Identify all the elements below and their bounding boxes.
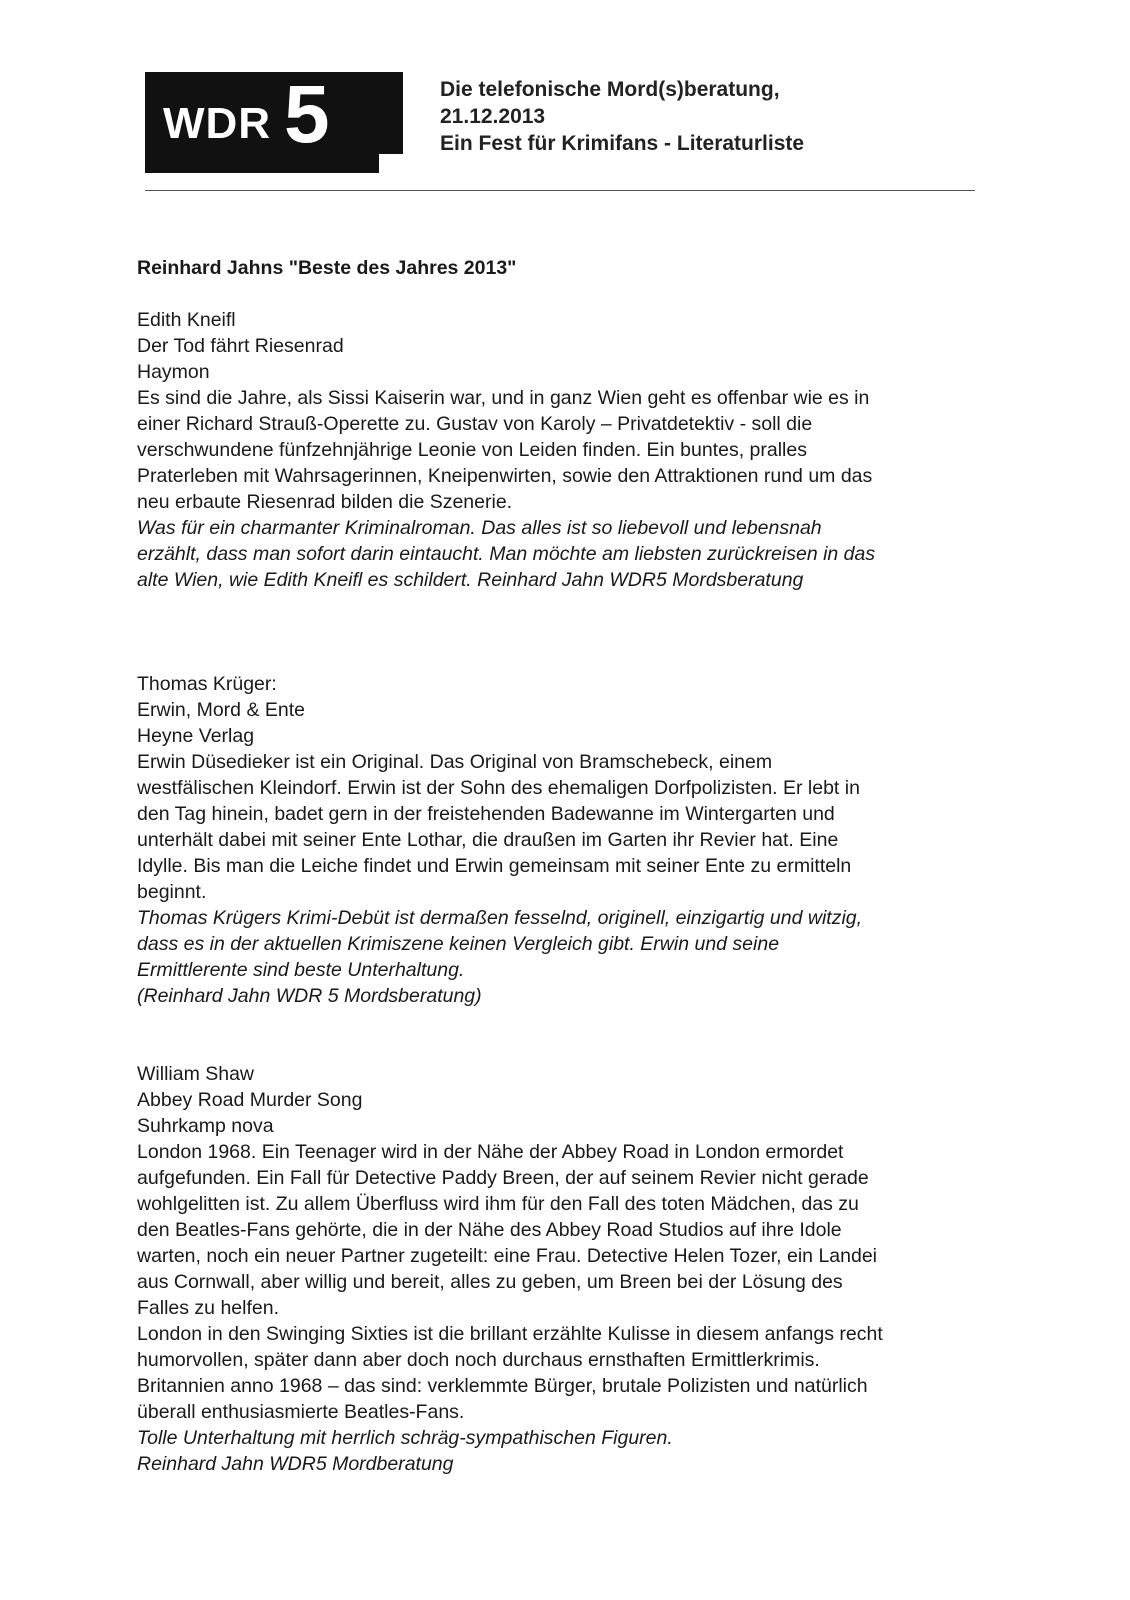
header-divider bbox=[145, 190, 975, 191]
summary-line: Idylle. Bis man die Leiche findet und Erwin gemeinsam mit seiner Ente zu ermitteln bbox=[137, 855, 852, 877]
logo-wdr-text: WDR bbox=[163, 99, 272, 148]
header-title-line-1: Die telefonische Mord(s)beratung, bbox=[440, 78, 780, 101]
document-body bbox=[137, 255, 1037, 1477]
document-header bbox=[440, 76, 804, 157]
review-line: alte Wien, wie Edith Kneifl es schildert. Reinhard Jahn WDR5 Mordsberatung bbox=[137, 569, 804, 591]
book-entry bbox=[137, 307, 1037, 593]
review-line: Reinhard Jahn WDR5 Mordberatung bbox=[137, 1453, 454, 1475]
book-title: Abbey Road Murder Song bbox=[137, 1089, 363, 1111]
review-line: Tolle Unterhaltung mit herrlich schräg-sympathischen Figuren. bbox=[137, 1427, 673, 1449]
review-line: dass es in der aktuellen Krimiszene keinen Vergleich gibt. Erwin und seine bbox=[137, 933, 780, 955]
logo-notch bbox=[379, 154, 403, 173]
book-author: William Shaw bbox=[137, 1063, 255, 1085]
spacer bbox=[137, 593, 1037, 671]
summary-line: Falles zu helfen. bbox=[137, 1297, 279, 1319]
book-entry bbox=[137, 1061, 1037, 1477]
summary-line: den Beatles-Fans gehörte, die in der Nähe des Abbey Road Studios auf ihre Idole bbox=[137, 1219, 842, 1241]
summary-line: wohlgelitten ist. Zu allem Überfluss wird ihm für den Fall des toten Mädchen, das zu bbox=[137, 1193, 859, 1215]
wdr5-logo bbox=[145, 69, 403, 173]
summary-line: unterhält dabei mit seiner Ente Lothar, die draußen im Garten ihr Revier hat. Eine bbox=[137, 829, 839, 851]
header-date: 21.12.2013 bbox=[440, 105, 546, 128]
book-title: Erwin, Mord & Ente bbox=[137, 699, 305, 721]
book-author: Thomas Krüger: bbox=[137, 673, 277, 695]
review-line: Was für ein charmanter Kriminalroman. Das alles ist so liebevoll und lebensnah bbox=[137, 517, 822, 539]
spacer bbox=[137, 1009, 1037, 1061]
review-line: erzählt, dass man sofort darin eintaucht. Man möchte am liebsten zurückreisen in das bbox=[137, 543, 876, 565]
summary-line: aufgefunden. Ein Fall für Detective Paddy Breen, der auf seinem Revier nicht gerade bbox=[137, 1167, 869, 1189]
review-line: (Reinhard Jahn WDR 5 Mordsberatung) bbox=[137, 985, 482, 1007]
book-author: Edith Kneifl bbox=[137, 309, 236, 331]
header-title-line-3: Ein Fest für Krimifans - Literaturliste bbox=[440, 132, 805, 155]
summary-line: Es sind die Jahre, als Sissi Kaiserin war, und in ganz Wien geht es offenbar wie es in bbox=[137, 387, 870, 409]
book-publisher: Suhrkamp nova bbox=[137, 1115, 274, 1137]
summary-line: London 1968. Ein Teenager wird in der Nähe der Abbey Road in London ermordet bbox=[137, 1141, 844, 1163]
book-publisher: Heyne Verlag bbox=[137, 725, 255, 747]
summary-line: neu erbaute Riesenrad bilden die Szenerie. bbox=[137, 491, 513, 513]
summary-line: Britannien anno 1968 – das sind: verklemmte Bürger, brutale Polizisten und natürlich bbox=[137, 1375, 868, 1397]
summary-line: beginnt. bbox=[137, 881, 207, 903]
review-line: Thomas Krügers Krimi-Debüt ist dermaßen fesselnd, originell, einzigartig und witzig, bbox=[137, 907, 863, 929]
book-publisher: Haymon bbox=[137, 361, 210, 383]
list-title: Reinhard Jahns "Beste des Jahres 2013" bbox=[137, 257, 517, 279]
summary-line: verschwundene fünfzehnjährige Leonie von Leiden finden. Ein buntes, pralles bbox=[137, 439, 807, 461]
summary-line: humorvollen, später dann aber doch noch durchaus ernsthaften Ermittlerkrimis. bbox=[137, 1349, 820, 1371]
summary-line: westfälischen Kleindorf. Erwin ist der Sohn des ehemaligen Dorfpolizisten. Er lebt in bbox=[137, 777, 860, 799]
review-line: Ermittlerente sind beste Unterhaltung. bbox=[137, 959, 465, 981]
book-title: Der Tod fährt Riesenrad bbox=[137, 335, 344, 357]
summary-line: den Tag hinein, badet gern in der freistehenden Badewanne im Wintergarten und bbox=[137, 803, 835, 825]
summary-line: Erwin Düsedieker ist ein Original. Das Original von Bramschebeck, einem bbox=[137, 751, 773, 773]
summary-line: überall enthusiasmierte Beatles-Fans. bbox=[137, 1401, 465, 1423]
summary-line: London in den Swinging Sixties ist die brillant erzählte Kulisse in diesem anfangs recht bbox=[137, 1323, 883, 1345]
summary-line: aus Cornwall, aber willig und bereit, alles zu geben, um Breen bei der Lösung des bbox=[137, 1271, 843, 1293]
summary-line: warten, noch ein neuer Partner zugeteilt: eine Frau. Detective Helen Tozer, ein Landei bbox=[137, 1245, 878, 1267]
book-entry bbox=[137, 671, 1037, 1009]
summary-line: Praterleben mit Wahrsagerinnen, Kneipenwirten, sowie den Attraktionen rund um das bbox=[137, 465, 873, 487]
summary-line: einer Richard Strauß-Operette zu. Gustav von Karoly – Privatdetektiv - soll die bbox=[137, 413, 813, 435]
logo-number: 5 bbox=[284, 69, 330, 160]
